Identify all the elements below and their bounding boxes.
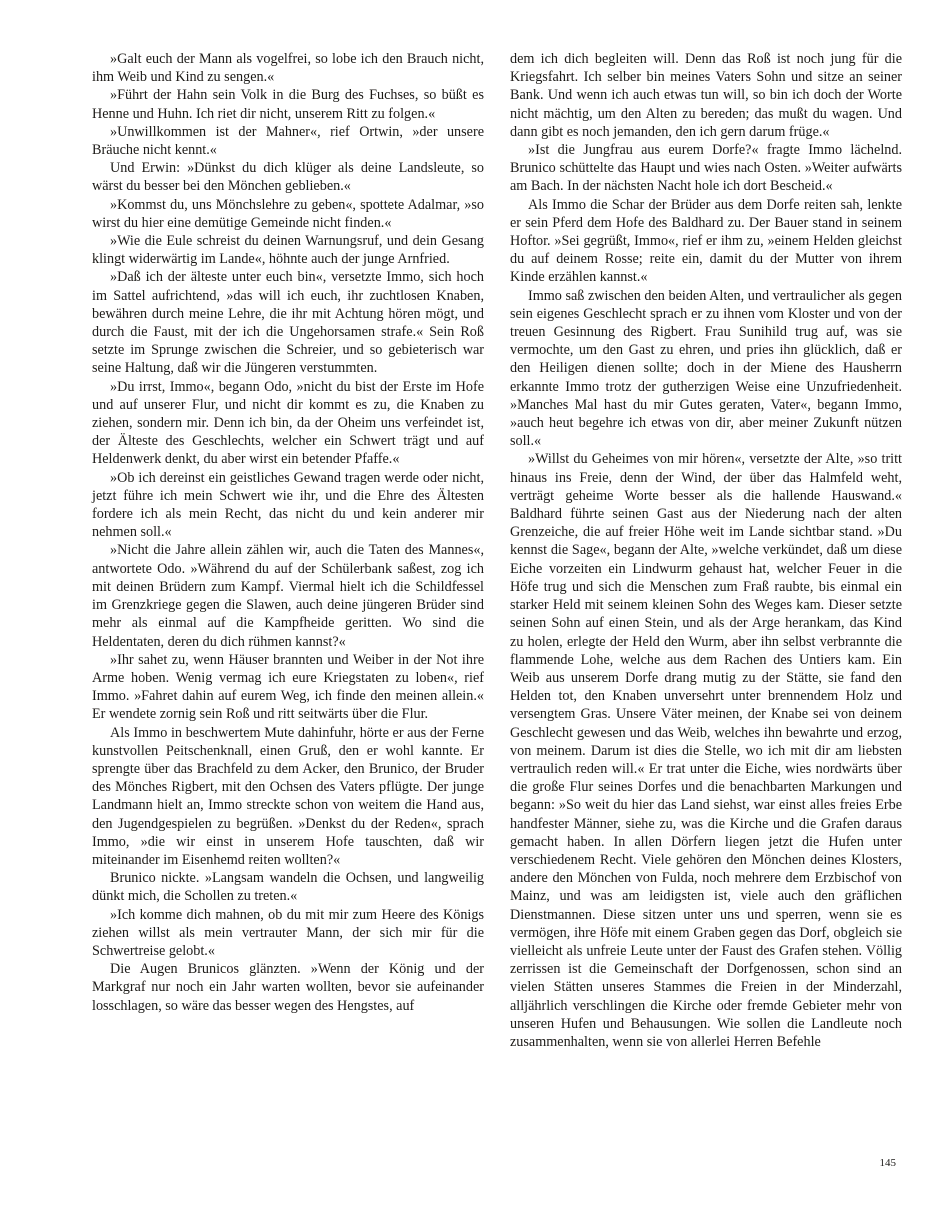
page-number: 145 (879, 1157, 896, 1169)
paragraph-continued: dem ich dich begleiten will. Denn das Roß ist noch jung für die Kriegsfahrt. Ich selber bin meines Vaters Sohn und sitze an seiner Bank. Und wenn ich auch etwas tun will, so bin ich doch der Worte nicht mächtig, um den Alten zu bereden; das mußt du wagen. Und dann gibt es noch jemanden, den ich gern darum früge.« (510, 51, 902, 140)
paragraph: »Ist die Jungfrau aus eurem Dorfe?« fragte Immo lächelnd. Brunico schüttelte das Haupt und wies nach Osten. »Weiter aufwärts am Bach. In der nächsten Nacht hole ich dort Bescheid.« (510, 142, 902, 195)
paragraph: »Daß ich der älteste unter euch bin«, versetzte Immo, sich hoch im Sattel aufrichtend, »das will ich euch, ihr zuchtlosen Knaben, bewähren durch meine Lehre, die ihr mit Achtung hören mögt, und durch die Faust, mit der ich die Ungehorsamen strafe.« Sein Roß setzte im Sprunge zwischen die Schreier, und so gebieterisch war seine Haltung, daß wir die Jüngeren verstummten. (92, 269, 484, 377)
paragraph: »Ich komme dich mahnen, ob du mit mir zum Heere des Königs ziehen willst als mein vertrauter Mann, der sich mir für die Schwertreise gelobt.« (92, 906, 484, 959)
paragraph: »Unwillkommen ist der Mahner«, rief Ortwin, »der unsere Bräuche nicht kennt.« (92, 123, 484, 159)
right-text-column (510, 50, 902, 1051)
paragraph: »Nicht die Jahre allein zählen wir, auch die Taten des Mannes«, antwortete Odo. »Während du auf der Schülerbank saßest, zog ich mit deinen Brüdern zum Kampf. Viermal hielt ich die Schildfessel im Grenzkriege gegen die Slawen, auch deine jüngeren Brüder sind mehr als einmal auf die Kampfheide geritten. Wo sind die Heldentaten, deren du dich rühmen kannst?« (92, 542, 484, 650)
paragraph: Die Augen Brunicos glänzten. »Wenn der König und der Markgraf nur noch ein Jahr warten wollten, bevor sie aufeinander losschlagen, so wäre das besser wegen des Hengstes, auf (92, 961, 484, 1014)
paragraph: »Kommst du, uns Mönchslehre zu geben«, spottete Adalmar, »so wirst du hier eine demütige Gemeinde nicht finden.« (92, 196, 484, 231)
paragraph: Als Immo die Schar der Brüder aus dem Dorfe reiten sah, lenkte er sein Pferd dem Hofe des Baldhard zu. Der Bauer stand in seinem Hoftor. »Sei gegrüßt, Immo«, rief er ihm zu, »einem Helden gleichst du auf deinem Rosse; reite ein, damit du der Mutter von ihrem Kinde erzählen kannst.« (510, 196, 902, 286)
paragraph: Als Immo in beschwertem Mute dahinfuhr, hörte er aus der Ferne kunstvollen Peitschenknall, einen Gruß, den er wohl kannte. Er sprengte über das Brachfeld zu dem Acker, den Brunico, der Bruder des Mönches Rigbert, mit den Ochsen des Vaters pflügte. Der junge Landmann hielt an, Immo streckte schon von weitem die Hand aus, den Jugendgespielen zu begrüßen. »Denkst du der Reden«, sprach Immo, »die wir einst in unserem Hofe tauschten, daß wir miteinander im Eisenhemd reiten wollten?« (92, 724, 484, 868)
paragraph: »Wie die Eule schreist du deinen Warnungsruf, und dein Gesang klingt widerwärtig im Lande«, höhnte auch der junge Arnfried. (92, 233, 484, 268)
paragraph: »Führt der Hahn sein Volk in die Burg des Fuchses, so büßt es Henne und Huhn. Ich riet dir nicht, unserem Ritt zu folgen.« (92, 87, 484, 122)
paragraph: Brunico nickte. »Langsam wandeln die Ochsen, und langweilig dünkt mich, die Schollen zu treten.« (92, 870, 484, 905)
paragraph: »Galt euch der Mann als vogelfrei, so lobe ich den Brauch nicht, ihm Weib und Kind zu sengen.« (92, 51, 484, 86)
paragraph: »Du irrst, Immo«, begann Odo, »nicht du bist der Erste im Hofe und auf unserer Flur, und nicht dir kommt es zu, die Knaben zu ziehen, sondern mir. Denn ich bin, da der Oheim uns verfeindet ist, der Älteste des Geschlechts, welcher ein Schwert trägt und auf Heldenwerk denkt, du aber wirst ein betender Pfaffe.« (92, 378, 484, 468)
paragraph: »Willst du Geheimes von mir hören«, versetzte der Alte, »so tritt hinaus ins Freie, denn der Wind, der über das Halmfeld weht, verträgt geheime Worte besser als die hallende Hauswand.« Baldhard führte seinen Gast aus der Niederung nach der alten Grenzeiche, die auf freier Höhe weit im Lande sichtbar stand. »Du kennst die Sage«, begann der Alte, »welche verkündet, daß um diese Eiche vorzeiten ein Lindwurm gehaust hat, welcher Feuer in die Höfe trug und sich die Menschen zum Fraß raubte, bis einmal ein starker Held mit seinem kleinen Sohn des Weges kam. Dieser setzte seinen Sohn auf einen Stein, und als der Arge herankam, das Kind zu holen, erlegte der Held den Wurm, aber ihn selbst verbrannte die flammende Lohe, welche aus dem Rachen des Untiers kam. Ein Weib aus unserem Dorfe drang mutig zu der Stätte, sie fand den Helden tot, den Knaben unversehrt unter brennendem Holz und versengtem Gras. Unsere Väter meinen, der Knabe sei von deinem Geschlecht gewesen und das Weib, welches ihn bewahrte und erzog, von meinem. Darum ist dies die Stelle, wo ich mit dir am liebsten vertraulich reden will.« Er trat unter die Eiche, wies nordwärts über die große Flur seines Dorfes und die benachbarten Markungen und begann: »So weit du hier das Land siehst, war einst alles freies Erbe handfester Männer, siehe zu, was die Kirche und die Grafen daraus gemacht haben. In allen Dörfern liegen jetzt die Hufen unter verschiedenem Recht. Viele gehören den Mönchen deines Klosters, andere den Mönchen von Fulda, noch mehrere dem Erzbischof von Mainz, und was am leidigsten ist, viele auch den gräflichen Dienstmannen. Diese sitzen unter uns und sperren, wenn sie es vermögen, ihre Höfe mit einem Graben gegen das Dorf, obgleich sie vielleicht als unfreie Leute unter der Faust des Grafen stehen. Völlig zerrissen ist die Gemeinschaft der Dorfgenossen, schon sind an vielen Stätten unseres Stammes die Freien in der Minderzahl, alljährlich verschlingen die Kirche oder fremde Gebieter mehr von unseren Hufen und Behausungen. Wie sollen die Landleute noch zusammenhalten, wenn sie von allerlei Herren Befehle (510, 451, 902, 1050)
paragraph: Immo saß zwischen den beiden Alten, und vertraulicher als gegen sein eigenes Geschlecht sprach er zu ihnen vom Kloster und von der treuen Gesinnung des Rigbert. Frau Sunihild trug auf, was sie vermochte, um den Gast zu ehren, und pries ihn glücklich, daß er den Heiligen dienen sollte; doch in der Miene des Hausherrn erkannte Immo trotz der gutherzigen Weise eine Unzufriedenheit. »Manches Mal hast du mir Gutes geraten, Vater«, begann Immo, »auch heut begehre ich etwas von dir, aber meiner Zukunft nützen soll.« (510, 287, 902, 450)
paragraph: Und Erwin: »Dünkst du dich klüger als deine Landsleute, so wärst du besser bei den Mönchen geblieben.« (92, 160, 484, 195)
left-text-column (92, 50, 484, 1015)
paragraph: »Ihr sahet zu, wenn Häuser brannten und Weiber in der Not ihre Arme hoben. Wenig vermag ich eure Kriegstaten zu loben«, rief Immo. »Fahret dahin auf eurem Weg, ich finde den meinen allein.« Er wendete zornig sein Roß und ritt seitwärts über die Flur. (92, 651, 484, 723)
paragraph: »Ob ich dereinst ein geistliches Gewand tragen werde oder nicht, jetzt führe ich mein Schwert wie ihr, und die Ehre des Ältesten fordere ich als mein Recht, das nicht du und kein anderer mir nehmen soll.« (92, 469, 484, 541)
